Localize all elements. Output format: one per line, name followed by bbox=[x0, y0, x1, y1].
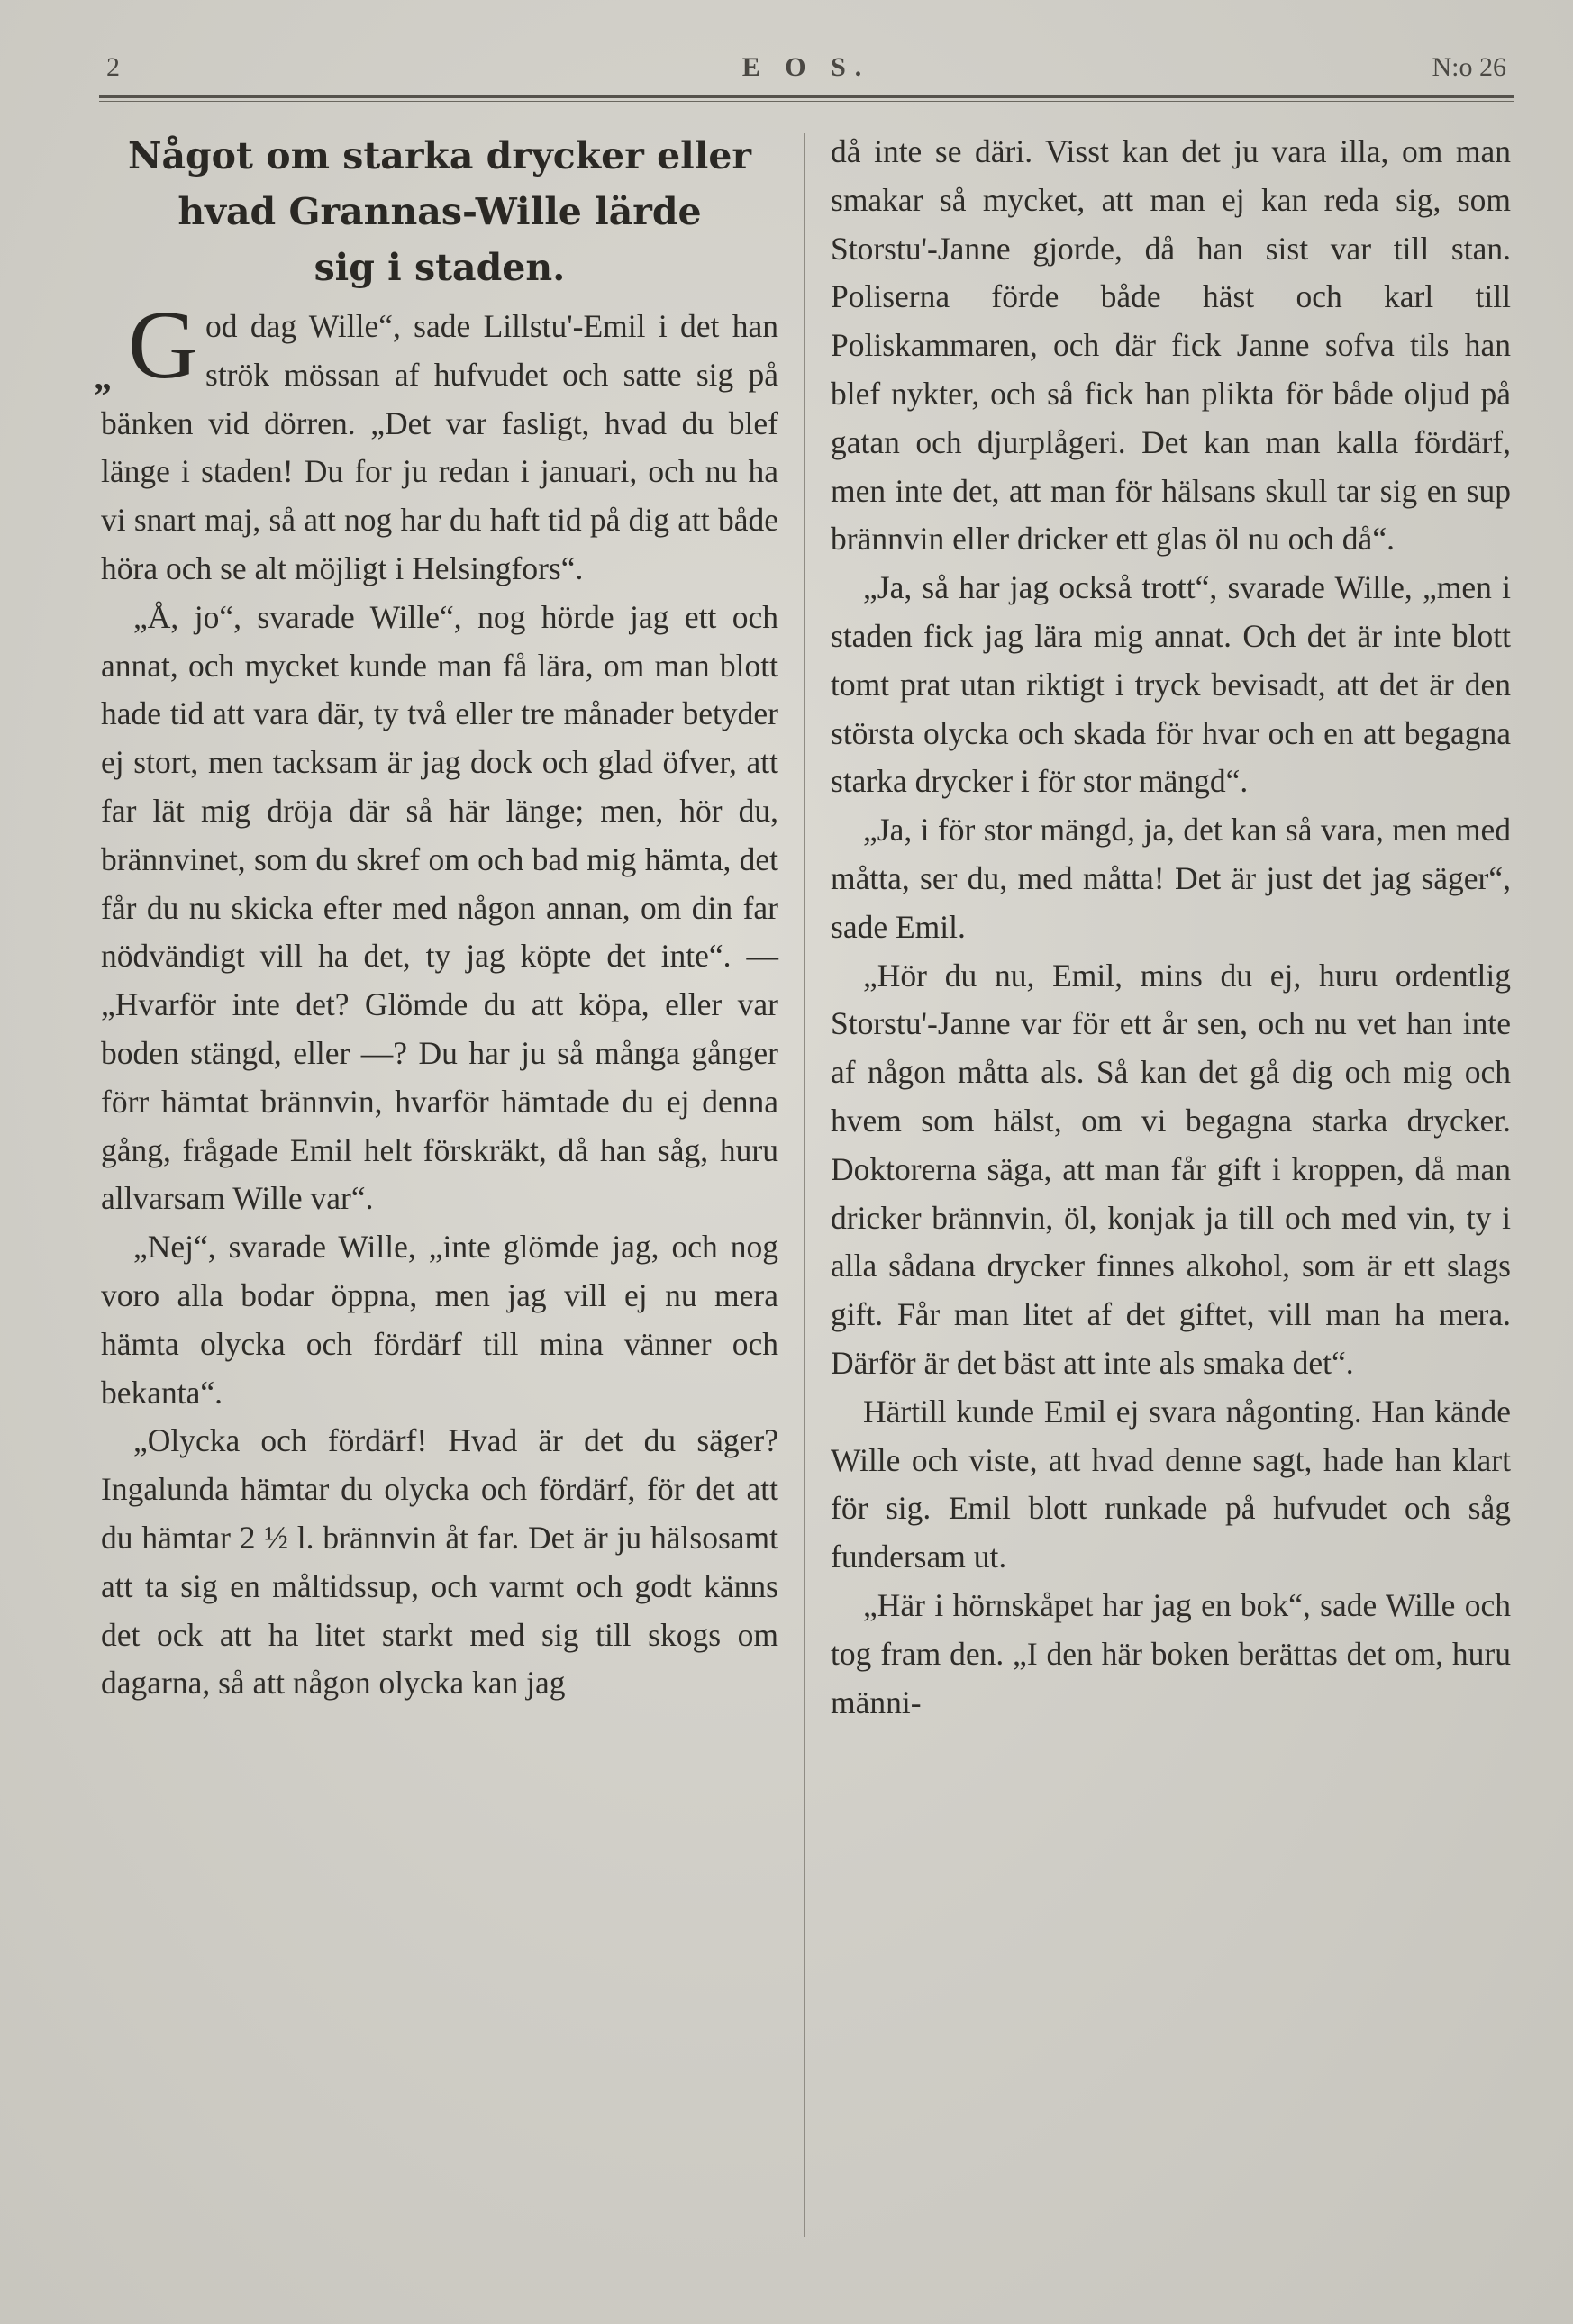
page-header bbox=[99, 47, 1514, 92]
paragraph-left-3: „Nej“, svarade Wille, „inte glömde jag, och nog voro alla bodar öppna, men jag vill ej nu mera hämta olycka och fördärf till mina vänner och bekanta“. bbox=[101, 1229, 778, 1411]
opening-paragraph-block bbox=[94, 292, 778, 594]
header-rule bbox=[99, 95, 1514, 98]
journal-title: E O S. bbox=[741, 52, 871, 82]
article-headline bbox=[101, 128, 778, 295]
paragraph-right-5: Härtill kunde Emil ej svara någonting. Han kände Wille och viste, att hvad denne sagt, hade han klart för sig. Emil blott runkade på hufvudet och såg fundersam ut. bbox=[831, 1393, 1511, 1575]
paragraph-right-4: „Hör du nu, Emil, mins du ej, huru ordentlig Storstu'-Janne var för ett år sen, och nu vet han inte af någon måtta als. Så kan det gå dig och mig och hvem som hälst, om vi begagna starka drycker. Doktorerna säga, att man får gift i kroppen, då man dricker brännvin, öl, konjak ja till och med vin, ty i alla sådana drycker finnes alkohol, som är ett slags gift. Får man litet af det giftet, vill man ha mera. Därför är det bäst att inte als smaka det“. bbox=[831, 957, 1511, 1381]
header-rule-thin bbox=[99, 101, 1514, 102]
paragraph-left-1: od dag Wille“, sade Lillstu'-Emil i det han strök mössan af hufvudet och satte sig på bänken vid dörren. „Det var fasligt, hvad du blef länge i staden! Du for ju redan i januari, och nu ha vi snart maj, så att nog har du haft tid på dig att både höra och se alt möjligt i Helsingfors“. bbox=[101, 308, 778, 586]
issue-number: N:o 26 bbox=[1432, 52, 1506, 82]
headline-line-2: hvad Grannas-Wille lärde bbox=[177, 190, 702, 233]
left-column bbox=[94, 128, 778, 1708]
paragraph-left-2: „Å, jo“, svarade Wille“, nog hörde jag ett och annat, och mycket kunde man få lära, om man blott hade tid att vara där, ty två eller tre månader betyder ej stort, men tacksam är jag dock och glad öfver, att far lät mig dröja där så här länge; men, hör du, brännvinet, som du skref om och bad mig hämta, det får du nu skicka efter med någon annan, om din far nödvändigt vill ha det, ty jag köpte det inte“. — „Hvarför inte det? Glömde du att köpa, eller var boden stängd, eller —? Du har ju så många gånger förr hämtat brännvin, hvarför hämtade du ej denna gång, frågade Emil helt förskräkt, då han såg, huru allvarsam Wille var“. bbox=[101, 598, 778, 1217]
column-divider bbox=[804, 133, 805, 2237]
opening-quote-mark: „ bbox=[94, 357, 112, 397]
right-column bbox=[831, 128, 1511, 1727]
paragraph-right-2: „Ja, så har jag också trott“, svarade Wille, „men i staden fick jag lära mig annat. Och det är inte blott tomt prat utan riktigt i tryck bevisadt, att det är den största olycka och skada för hvar och en att begagna starka drycker i för stor mängd“. bbox=[831, 569, 1511, 800]
headline-line-1: Något om starka drycker eller bbox=[127, 134, 752, 177]
paragraph-right-1: då inte se däri. Visst kan det ju vara illa, om man smakar så mycket, att man ej kan reda sig, som Storstu'-Janne gjorde, då han sist var till stan. Poliserna förde både häst och karl till Poliskammaren, och där fick Janne sofva tils han blef nykter, och så fick han plikta för både oljud på gatan och djurplågeri. Det kan man kalla fördärf, men inte det, att man för hälsans skull tar sig en sup brännvin eller dricker ett glas öl nu och då“. bbox=[831, 133, 1511, 558]
page-number: 2 bbox=[106, 52, 120, 82]
paragraph-right-3: „Ja, i för stor mängd, ja, det kan så vara, men med måtta, ser du, med måtta! Det är just det jag säger“, sade Emil. bbox=[831, 812, 1511, 945]
paragraph-left-4: „Olycka och fördärf! Hvad är det du säger? Ingalunda hämtar du olycka och fördärf, för det att du hämtar 2 ½ l. brännvin åt far. Det är ju hälsosamt att ta sig en måltidssup, och varmt och godt känns det ock att ha litet starkt med sig till skogs om dagarna, så att någon olycka kan jag bbox=[101, 1422, 778, 1702]
drop-cap: G bbox=[128, 292, 198, 399]
paragraph-right-6: „Här i hörnskåpet har jag en bok“, sade Wille och tog fram den. „I den här boken berättas det om, huru männi- bbox=[831, 1586, 1511, 1720]
headline-line-3: sig i staden. bbox=[314, 246, 566, 289]
